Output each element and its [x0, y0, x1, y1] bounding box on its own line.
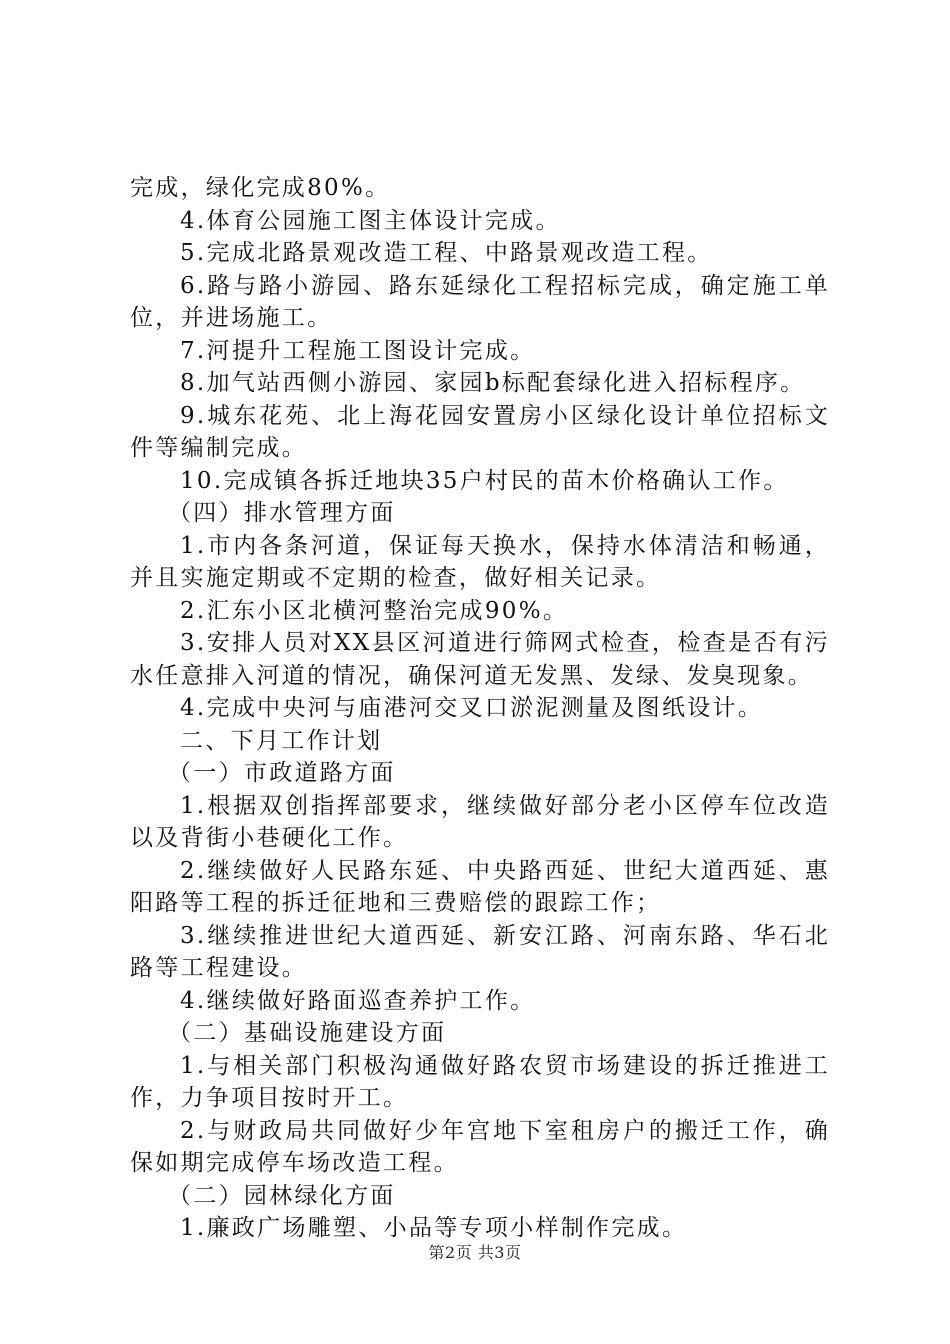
- paragraph: 6.路与路小游园、路东延绿化工程招标完成，确定施工单位，并进场施工。: [130, 272, 830, 331]
- paragraph: （二）园林绿化方面: [168, 1182, 396, 1209]
- paragraph: 7.河提升工程施工图设计完成。: [180, 337, 536, 364]
- document-body: [130, 172, 830, 1245]
- paragraph: 3.安排人员对XX县区河道进行筛网式检查，检查是否有污水任意排入河道的情况，确保河道无发黑、发绿、发臭现象。: [130, 630, 830, 689]
- paragraph: 1.廉政广场雕塑、小品等专项小样制作完成。: [180, 1215, 688, 1241]
- paragraph: 2.与财政局共同做好少年宫地下室租房户的搬迁工作，确保如期完成停车场改造工程。: [130, 1117, 830, 1176]
- paragraph: 2.继续做好人民路东延、中央路西延、世纪大道西延、惠阳路等工程的拆迁征地和三费赔偿的跟踪工作；: [130, 857, 830, 916]
- paragraph: 1.市内各条河道，保证每天换水，保持水体清洁和畅通，并且实施定期或不定期的检查，做好相关记录。: [130, 532, 830, 591]
- page-footer: 第2页 共3页: [428, 1243, 522, 1262]
- paragraph: （四）排水管理方面: [168, 500, 396, 526]
- paragraph: （二）基础设施建设方面: [168, 1020, 447, 1046]
- paragraph: 完成，绿化完成80%。: [130, 175, 391, 201]
- paragraph: 1.根据双创指挥部要求，继续做好部分老小区停车位改造以及背街小巷硬化工作。: [130, 792, 830, 851]
- paragraph: 4.继续做好路面巡查养护工作。: [180, 987, 536, 1014]
- paragraph: 3.继续推进世纪大道西延、新安江路、河南东路、华石北路等工程建设。: [130, 922, 830, 981]
- paragraph: 4.完成中央河与庙港河交叉口淤泥测量及图纸设计。: [180, 695, 764, 721]
- paragraph: 10.完成镇各拆迁地块35户村民的苗木价格确认工作。: [180, 467, 789, 494]
- paragraph: 1.与相关部门积极沟通做好路农贸市场建设的拆迁推进工作，力争项目按时开工。: [130, 1052, 830, 1111]
- paragraph: 9.城东花苑、北上海花园安置房小区绿化设计单位招标文件等编制完成。: [130, 402, 830, 461]
- paragraph: （一）市政道路方面: [168, 760, 396, 786]
- paragraph: 4.体育公园施工图主体设计完成。: [180, 207, 561, 234]
- paragraph: 8.加气站西侧小游园、家园b标配套绿化进入招标程序。: [180, 370, 806, 396]
- paragraph: 2.汇东小区北横河整治完成90%。: [180, 597, 569, 624]
- paragraph: 5.完成北路景观改造工程、中路景观改造工程。: [180, 240, 713, 266]
- paragraph: 二、下月工作计划: [180, 727, 383, 754]
